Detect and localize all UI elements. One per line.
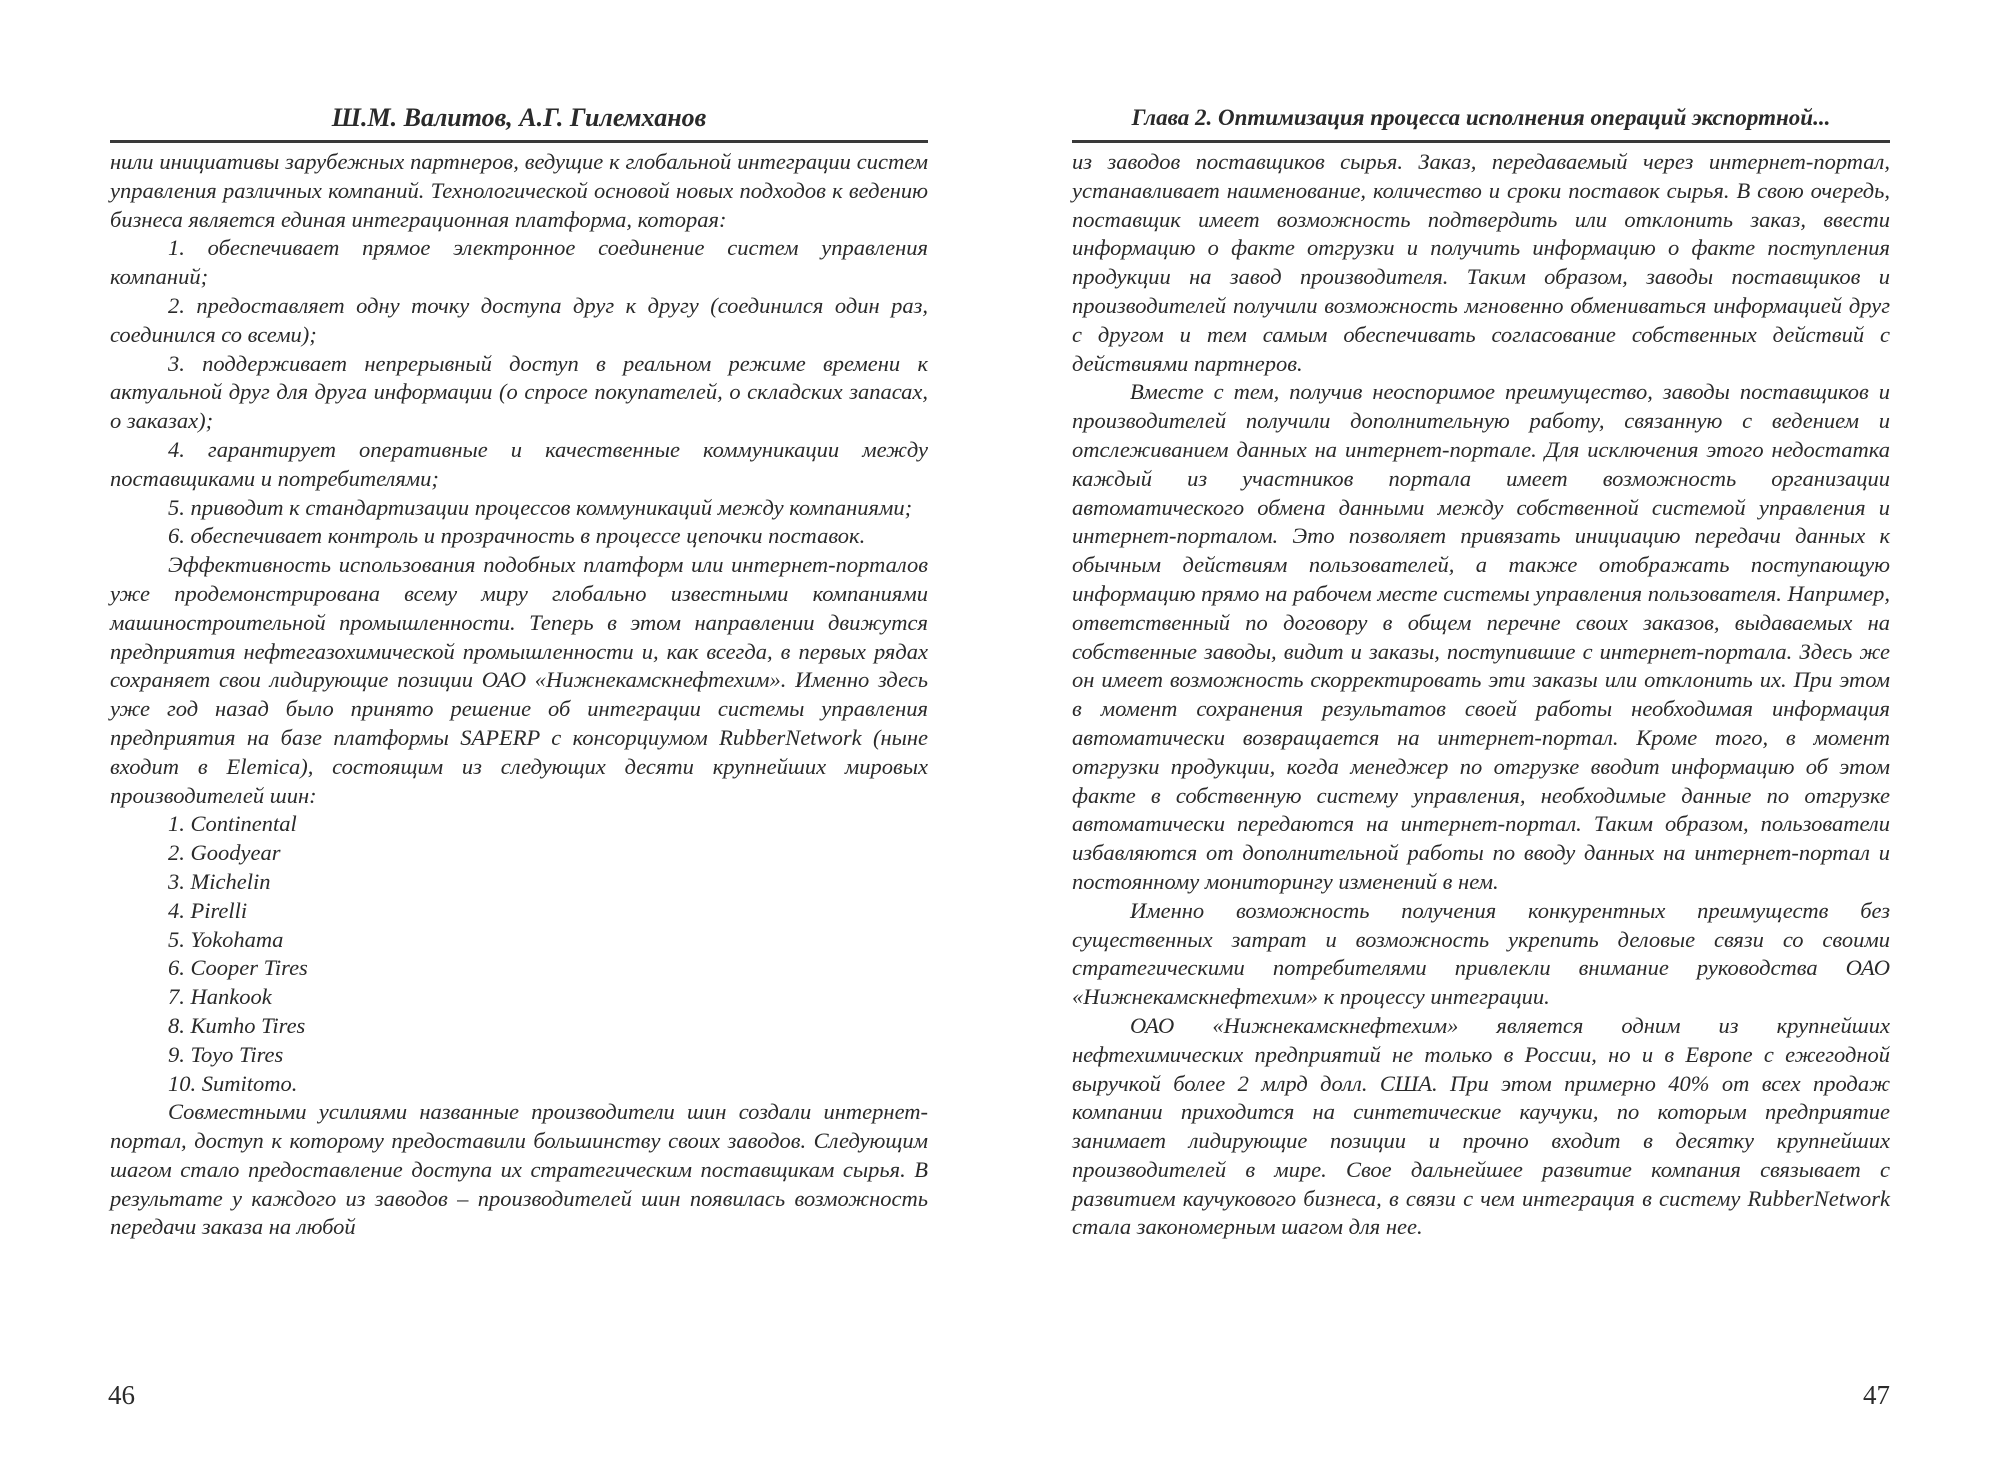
running-header-left: Ш.М. Валитов, А.Г. Гилемханов [331, 103, 707, 132]
left-page [110, 0, 928, 1476]
running-header-right: Глава 2. Оптимизация процесса исполнения операций экспортной... [1131, 105, 1831, 130]
paragraph: Эффективность использования подобных платформ или интернет-порталов уже продемонстрирована всему миру глобально известными компаниями машиностроительной промышленности. Теперь в этом направлении движутся предприятия нефтегазохимической промышленности и, как всегда, в первых рядах сохраняет свои лидирующие позиции ОАО «Нижнекамскнефтехим». Именно здесь уже год назад было принято решение об интеграции системы управления предприятия на базе платформы SAPERP с консорциумом RubberNetwork (ныне входит в Elemica), состоящим из следующих десяти крупнейших мировых производителей шин: [110, 552, 928, 808]
page-number-right: 47 [1863, 1380, 1890, 1410]
tire-manufacturer: 5. Yokohama [168, 926, 284, 952]
paragraph: нили инициативы зарубежных партнеров, ведущие к глобальной интеграции систем управления различных компаний. Технологической основой новых подходов к ведению бизнеса является единая интеграционная платформа, которая: [110, 149, 928, 232]
paragraph: из заводов поставщиков сырья. Заказ, передаваемый через интернет-портал, устанавливает наименование, количество и сроки поставок сырья. В свою очередь, поставщик имеет возможность подтвердить или отклонить заказ, ввести информацию о факте отгрузки и получить информацию о факте поступления продукции на завод производителя. Таким образом, заводы поставщиков и производителей получили возможность мгновенно обмениваться информацией друг с другом и тем самым обеспечивать согласование собственных действий с действиями партнеров. [1072, 149, 1890, 376]
tire-manufacturer: 4. Pirelli [168, 897, 248, 923]
list-item: 1. обеспечивает прямое электронное соединение систем управления компаний; [110, 235, 928, 290]
paragraph: Именно возможность получения конкурентных преимуществ без существенных затрат и возможность укрепить деловые связи со своими стратегическими потребителями привлекли внимание руководства ОАО «Нижнекамскнефтехим» к процессу интеграции. [1072, 897, 1890, 1010]
right-page [1072, 0, 1890, 1476]
paragraph: ОАО «Нижнекамскнефтехим» является одним из крупнейших нефтехимических предприятий не только в России, но и в Европе с ежегодной выручкой более 2 млрд долл. США. При этом примерно 40% от всех продаж компании приходится на синтетические каучуки, по которым предприятие занимает лидирующие позиции и прочно входит в десятку крупнейших производителей в мире. Свое дальнейшее развитие компания связывает с развитием каучукового бизнеса, в связи с чем интеграция в систему RubberNetwork стала закономерным шагом для нее. [1072, 1012, 1890, 1240]
tire-manufacturer: 9. Toyo Tires [168, 1041, 284, 1067]
tire-manufacturer: 7. Hankook [168, 984, 272, 1010]
tire-manufacturers-list [110, 810, 928, 1098]
paragraph: Вместе с тем, получив неоспоримое преимущество, заводы поставщиков и производителей получили дополнительную работу, связанную с ведением и отслеживанием данных на интернет-портале. Для исключения этого недостатка каждый из участников портала имеет возможность организации автоматического обмена данными между собственной системой управления и интернет-порталом. Это позволяет привязать инициацию передачи данных к обычным действиям пользователей, а также отображать поступающую информацию прямо на рабочем месте системы управления пользователя. Например, ответственный по договору в общем перечне своих заказов, выдаваемых на собственные заводы, видит и заказы, поступившие с интернет-портала. Здесь же он имеет возможность скорректировать эти заказы или отклонить их. При этом в момент сохранения результатов своей работы необходимая информация автоматически возвращается на интернет-портал. Кроме того, в момент отгрузки продукции, когда менеджер по отгрузке вводит информацию об этом факте в собственную систему управления, необходимые данные по отгрузке автоматически передаются на интернет-портал. Таким образом, пользователи избавляются от дополнительной работы по вводу данных на интернет-портал и постоянному мониторингу изменений в нем. [1072, 379, 1890, 894]
list-item: 2. предоставляет одну точку доступа друг к другу (соединился один раз, соединился со всеми); [110, 292, 928, 347]
left-page-text [110, 148, 928, 1242]
header-rule-left [110, 140, 928, 143]
right-page-text [1072, 148, 1890, 1242]
tire-manufacturer: 3. Michelin [168, 868, 271, 894]
list-item: 4. гарантирует оперативные и качественные коммуникации между поставщиками и потребителями; [110, 436, 928, 491]
tire-manufacturer: 6. Cooper Tires [168, 955, 308, 981]
tire-manufacturer: 2. Goodyear [168, 840, 281, 866]
list-item: 6. обеспечивает контроль и прозрачность в процессе цепочки поставок. [168, 523, 866, 549]
tire-manufacturer: 10. Sumitomo. [168, 1070, 298, 1096]
tire-manufacturer: 8. Kumho Tires [168, 1012, 306, 1038]
list-item: 3. поддерживает непрерывный доступ в реальном режиме времени к актуальной друг для друга информации (о спросе покупателей, о складских запасах, о заказах); [110, 350, 928, 434]
list-item: 5. приводит к стандартизации процессов коммуникаций между компаниями; [168, 494, 913, 520]
tire-manufacturer: 1. Continental [168, 811, 297, 837]
paragraph: Совместными усилиями названные производители шин создали интернет-портал, доступ к которому предоставили большинству своих заводов. Следующим шагом стало предоставление доступа их стратегическим поставщикам сырья. В результате у каждого из заводов – производителей шин появилась возможность передачи заказа на любой [110, 1099, 928, 1240]
header-rule-right [1072, 140, 1890, 143]
page-number-left: 46 [108, 1380, 135, 1410]
